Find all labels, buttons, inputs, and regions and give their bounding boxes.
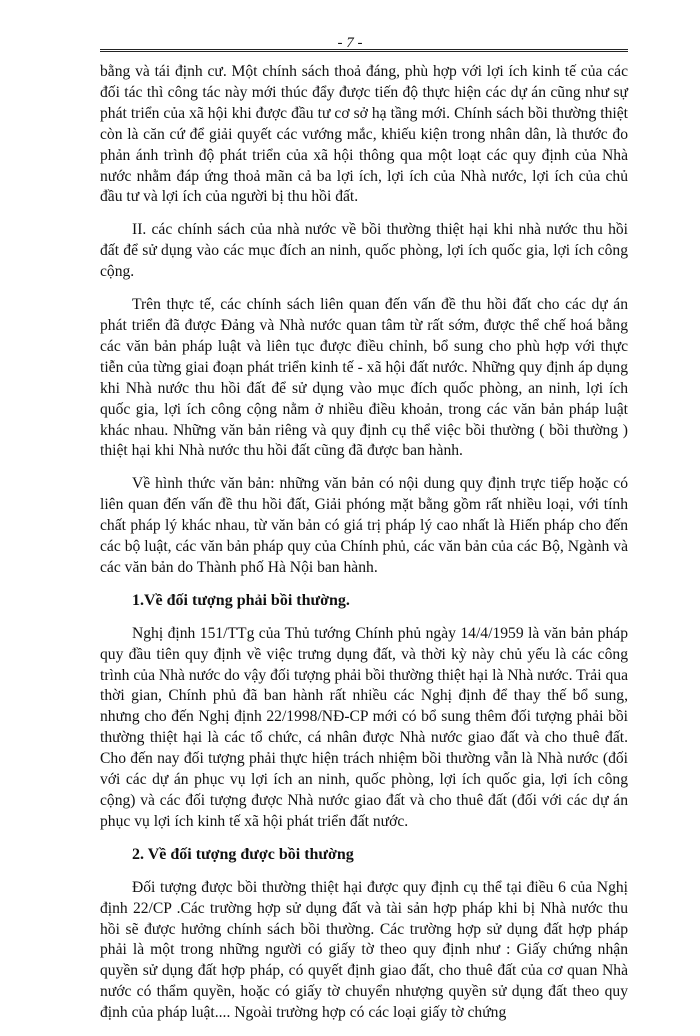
page-body [100,62,628,1036]
heading-1: 1.Về đối tượng phải bồi thường. [132,591,350,609]
section-title-ii: II. các chính sách của nhà nước về bồi thường thiệt hại khi nhà nước thu hồi đất để sử dụng vào các mục đích an ninh, quốc phòng, lợi ích quốc gia, lợi ích công cộng. [100,221,628,281]
header-rule [100,49,628,52]
heading-2: 2. Về đối tượng được bồi thường [132,845,354,863]
paragraph-compensated-subjects: Đối tượng được bồi thường thiệt hại được quy định cụ thể tại điều 6 của Nghị định 22/CP .Các trường hợp sử dụng đất và tài sản hợp pháp khi bị Nhà nước thu hồi sẽ được hưởng chính sách bồi thường. Các trường hợp sử dụng đất hợp pháp phải là một trong những người có giấy tờ theo quy định như : Giấy chứng nhận quyền sử dụng đất hợp pháp, có quyết định giao đất, cho thuê đất của cơ quan Nhà nước có thẩm quyền, hoặc có giấy tờ chuyển nhượng quyền sử dụng đất theo quy định của pháp luật.... Ngoài trường hợp có các loại giấy tờ chứng [100,878,628,1022]
paragraph-practice: Trên thực tế, các chính sách liên quan đến vấn đề thu hồi đất cho các dự án phát triển đã được Đảng và Nhà nước quan tâm từ rất sớm, được thể chế hoá bằng các văn bản pháp luật và liên tục được điều chỉnh, bổ sung cho phù hợp với thực tiễn của từng giai đoạn phát triển kinh tế - xã hội đất nước. Những quy định áp dụng khi Nhà nước thu hồi đất để sử dụng vào mục đích quốc phòng, an ninh, lợi ích quốc gia, lợi ích công cộng nằm ở nhiều điều khoản, trong các văn bản pháp luật khác nhau. Những văn bản riêng và quy định cụ thể việc bồi thường ( bồi thường ) thiệt hại khi Nhà nước thu hồi đất cũng đã được ban hành. [100,296,628,460]
paragraph-document-form: Về hình thức văn bản: những văn bản có nội dung quy định trực tiếp hoặc có liên quan đến vấn đề thu hồi đất, Giải phóng mặt bằng gồm rất nhiều loại, với tính chất pháp lý khác nhau, từ văn bản có giá trị pháp lý cao nhất là Hiến pháp cho đến các bộ luật, các văn bản pháp quy của Chính phủ, các văn bản của các Bộ, Ngành và các văn bản do Thành phố Hà Nội ban hành. [100,475,628,576]
paragraph-decree-151: Nghị định 151/TTg của Thủ tướng Chính phủ ngày 14/4/1959 là văn bản pháp quy đầu tiên quy định về việc trưng dụng đất, và thời kỳ này chủ yếu là các công trình của Nhà nước do vậy đối tượng phải bồi thường thiệt hại là Nhà nước. Trải qua thời gian, Chính phủ đã ban hành rất nhiều các Nghị định để thay thế bổ sung, nhưng cho đến Nghị định 22/1998/NĐ-CP mới có bổ sung thêm đối tượng phải bồi thường thiệt hại là các tổ chức, cá nhân được Nhà nước giao đất và cho thuê đất. Cho đến nay đối tượng phải thực hiện trách nhiệm bồi thường vẫn là Nhà nước (đối với các dự án phục vụ lợi ích an ninh, quốc phòng, lợi ích quốc gia, lợi ích công cộng) và các đối tượng được Nhà nước giao đất và cho thuê đất (đối với các dự án phục vụ lợi ích kinh tế xã hội phát triển đất nước. [100,624,628,830]
page-number: - 7 - [337,35,363,51]
paragraph-continued: bằng và tái định cư. Một chính sách thoả đáng, phù hợp với lợi ích kinh tế của các đối tác thì công tác này mới thúc đẩy được tiến độ thực hiện các dự án cũng như sự phát triển của xã hội khi được đầu tư cơ sở hạ tầng mới. Chính sách bồi thường thiệt còn là căn cứ để giải quyết các vướng mắc, khiếu kiện trong nhân dân, là thước đo phản ánh trình độ phát triển của xã hội thông qua một loạt các quy định của Nhà nước nhằm đáp ứng thoả mãn cả ba lợi ích, lợi ích của Nhà nước, lợi ích của chủ đầu tư và lợi ích của người bị thu hồi đất. [100,63,628,206]
